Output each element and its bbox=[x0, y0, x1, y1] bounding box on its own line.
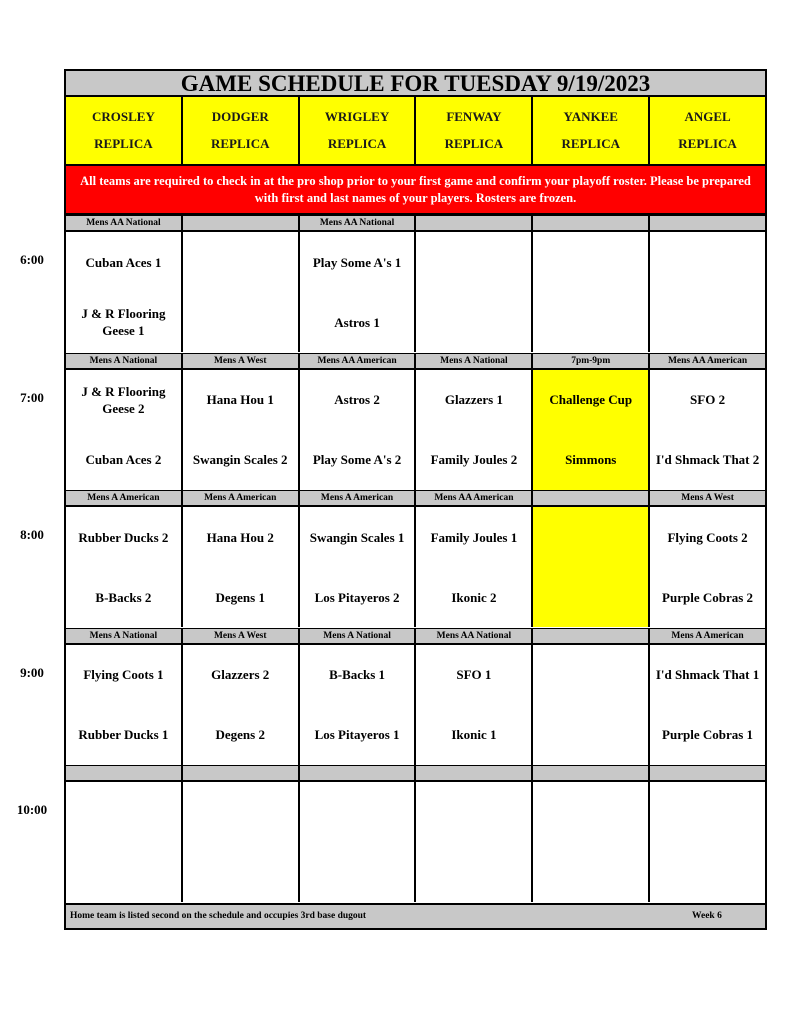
week-label: Week 6 bbox=[692, 911, 722, 921]
division-label bbox=[533, 216, 650, 230]
home-team: Purple Cobras 2 bbox=[662, 589, 754, 605]
game-cell bbox=[650, 370, 765, 490]
field-name: YANKEE bbox=[563, 108, 618, 124]
away-team bbox=[302, 792, 413, 832]
away-team bbox=[185, 242, 296, 282]
away-team: Cuban Aces 1 bbox=[85, 254, 162, 270]
division-label: Mens A National bbox=[66, 354, 183, 368]
away-team: Flying Coots 1 bbox=[83, 667, 164, 682]
game-cell bbox=[416, 645, 533, 765]
away-team: I'd Shmack That 1 bbox=[655, 667, 760, 682]
away-team bbox=[418, 242, 529, 282]
division-label bbox=[533, 629, 650, 643]
game-cell bbox=[533, 232, 650, 352]
field-header-yankee bbox=[533, 97, 650, 164]
away-team bbox=[652, 792, 763, 832]
division-label bbox=[650, 216, 765, 230]
field-name: FENWAY bbox=[446, 108, 502, 124]
division-label: Mens A American bbox=[66, 491, 183, 505]
game-cell bbox=[416, 507, 533, 627]
division-label bbox=[66, 766, 183, 780]
home-team: Ikonic 1 bbox=[451, 727, 497, 742]
game-cell bbox=[533, 782, 650, 902]
home-team: Play Some A's 2 bbox=[312, 452, 402, 467]
home-team: Rubber Ducks 1 bbox=[78, 727, 169, 742]
home-team bbox=[185, 302, 296, 342]
division-label: Mens A American bbox=[183, 491, 300, 505]
game-cell bbox=[650, 645, 765, 765]
home-team bbox=[652, 302, 763, 342]
away-team bbox=[418, 792, 529, 832]
division-label: Mens A American bbox=[671, 630, 744, 641]
away-team: Glazzers 2 bbox=[211, 667, 270, 682]
field-name: WRIGLEY bbox=[324, 108, 390, 124]
time-label: 9:00 bbox=[20, 664, 44, 680]
division-label bbox=[533, 491, 650, 505]
home-team bbox=[535, 302, 646, 342]
away-team bbox=[652, 242, 763, 282]
home-team: Los Pitayeros 2 bbox=[314, 589, 400, 605]
away-team: J & R Flooring Geese 2 bbox=[81, 383, 166, 416]
away-team: Rubber Ducks 2 bbox=[78, 529, 169, 545]
home-team: Simmons bbox=[565, 452, 617, 467]
away-team: Challenge Cup bbox=[549, 392, 633, 407]
division-row bbox=[66, 765, 765, 782]
home-team bbox=[652, 852, 763, 892]
division-label: Mens AA National bbox=[66, 216, 183, 230]
division-label: Mens AA National bbox=[300, 216, 417, 230]
division-label bbox=[183, 766, 300, 780]
away-team: Astros 2 bbox=[334, 392, 380, 407]
division-label bbox=[183, 216, 300, 230]
division-label: Mens A National bbox=[300, 629, 417, 643]
game-cell bbox=[533, 507, 650, 627]
home-team: Swangin Scales 2 bbox=[192, 452, 288, 467]
away-team: SFO 2 bbox=[690, 392, 726, 407]
home-team bbox=[418, 852, 529, 892]
game-cell bbox=[416, 782, 533, 902]
home-team: Purple Cobras 1 bbox=[662, 727, 754, 742]
field-name: ANGEL bbox=[684, 108, 731, 124]
game-cell bbox=[533, 370, 650, 490]
division-label: Mens A West bbox=[183, 629, 300, 643]
game-row bbox=[66, 507, 765, 627]
field-header-angel bbox=[650, 97, 765, 164]
game-cell bbox=[183, 507, 300, 627]
away-team bbox=[535, 242, 646, 282]
field-name: CROSLEY bbox=[91, 108, 155, 124]
away-team bbox=[535, 517, 646, 557]
time-label: 8:00 bbox=[20, 527, 44, 542]
field-sub: REPLICA bbox=[678, 136, 737, 152]
home-team: J & R Flooring Geese 1 bbox=[81, 306, 166, 338]
field-name: DODGER bbox=[211, 108, 269, 124]
away-team: Hana Hou 2 bbox=[206, 529, 274, 545]
home-team bbox=[302, 852, 413, 892]
game-cell bbox=[650, 232, 765, 352]
home-team bbox=[418, 302, 529, 342]
home-team: I'd Shmack That 2 bbox=[655, 452, 760, 467]
division-label: Mens A West bbox=[183, 354, 300, 368]
roster-notice: All teams are required to check in at the pro shop prior to your first game and confirm your playoff roster. Please be prepared with first and last names of your players. Rosters are frozen. bbox=[66, 166, 765, 215]
away-team: Family Joules 1 bbox=[430, 529, 518, 545]
home-team: Degens 2 bbox=[215, 727, 265, 742]
division-label: Mens AA American bbox=[667, 355, 748, 366]
time-label: 6:00 bbox=[20, 252, 44, 267]
division-label bbox=[650, 766, 765, 780]
away-team: SFO 1 bbox=[456, 667, 492, 682]
away-team bbox=[68, 792, 179, 832]
game-cell bbox=[300, 507, 417, 627]
game-cell bbox=[183, 232, 300, 352]
division-label: Mens A West bbox=[681, 493, 734, 503]
home-team: Ikonic 2 bbox=[451, 589, 497, 605]
field-sub: REPLICA bbox=[94, 136, 153, 152]
away-team: Hana Hou 1 bbox=[206, 392, 274, 407]
division-label: 7pm-9pm bbox=[533, 354, 650, 368]
game-cell bbox=[300, 645, 417, 765]
field-sub: REPLICA bbox=[210, 136, 270, 152]
division-row bbox=[66, 628, 765, 645]
division-label bbox=[416, 216, 533, 230]
field-sub: REPLICA bbox=[327, 136, 387, 152]
field-sub: REPLICA bbox=[561, 136, 620, 152]
home-team: Los Pitayeros 1 bbox=[314, 727, 400, 742]
game-cell bbox=[183, 645, 300, 765]
game-cell bbox=[66, 782, 183, 902]
division-label: Mens A American bbox=[300, 491, 417, 505]
home-team bbox=[68, 852, 179, 892]
game-cell bbox=[416, 370, 533, 490]
game-cell bbox=[416, 232, 533, 352]
division-label: Mens A National bbox=[416, 354, 533, 368]
game-cell bbox=[183, 370, 300, 490]
field-header-wrigley bbox=[300, 97, 417, 164]
division-label: Mens AA American bbox=[416, 491, 533, 505]
game-cell bbox=[66, 507, 183, 627]
game-row bbox=[66, 232, 765, 352]
time-label: 10:00 bbox=[16, 802, 48, 817]
game-cell bbox=[66, 232, 183, 352]
game-cell bbox=[66, 370, 183, 490]
away-team: Flying Coots 2 bbox=[667, 529, 748, 545]
division-label bbox=[300, 766, 417, 780]
division-row bbox=[66, 215, 765, 232]
game-cell bbox=[650, 782, 765, 902]
game-row bbox=[66, 782, 765, 902]
away-team bbox=[535, 792, 646, 832]
home-team: Astros 1 bbox=[334, 314, 380, 330]
division-label: Mens AA American bbox=[300, 354, 417, 368]
home-team bbox=[535, 577, 646, 617]
game-cell bbox=[300, 232, 417, 352]
division-label: Mens A National bbox=[66, 629, 183, 643]
division-row bbox=[66, 353, 765, 370]
home-team: Cuban Aces 2 bbox=[85, 452, 162, 467]
field-sub: REPLICA bbox=[444, 136, 504, 152]
game-cell bbox=[300, 370, 417, 490]
field-header-row bbox=[66, 97, 765, 166]
game-row bbox=[66, 370, 765, 490]
field-header-crosley bbox=[66, 97, 183, 164]
footer-bar bbox=[66, 903, 765, 928]
game-cell bbox=[183, 782, 300, 902]
game-cell bbox=[300, 782, 417, 902]
home-team-note: Home team is listed second on the schedule and occupies 3rd base dugout bbox=[70, 911, 367, 921]
home-team: B-Backs 2 bbox=[95, 589, 152, 605]
away-team: Glazzers 1 bbox=[444, 392, 503, 407]
game-cell bbox=[533, 645, 650, 765]
time-label: 7:00 bbox=[20, 389, 44, 405]
division-label bbox=[533, 766, 650, 780]
division-label bbox=[416, 766, 533, 780]
game-cell bbox=[66, 645, 183, 765]
home-team bbox=[535, 852, 646, 892]
home-team bbox=[185, 852, 296, 892]
home-team bbox=[535, 715, 646, 755]
game-row bbox=[66, 645, 765, 765]
division-row bbox=[66, 490, 765, 507]
away-team: B-Backs 1 bbox=[329, 667, 386, 682]
field-header-dodger bbox=[183, 97, 300, 164]
schedule-title: GAME SCHEDULE FOR TUESDAY 9/19/2023 bbox=[66, 71, 765, 97]
field-header-fenway bbox=[416, 97, 533, 164]
home-team: Family Joules 2 bbox=[430, 452, 518, 467]
away-team: Play Some A's 1 bbox=[312, 254, 402, 270]
game-cell bbox=[650, 507, 765, 627]
division-label: Mens AA National bbox=[416, 629, 533, 643]
schedule-sheet bbox=[64, 69, 767, 930]
away-team bbox=[535, 655, 646, 695]
away-team bbox=[185, 792, 296, 832]
away-team: Swangin Scales 1 bbox=[309, 529, 405, 545]
home-team: Degens 1 bbox=[215, 589, 265, 605]
